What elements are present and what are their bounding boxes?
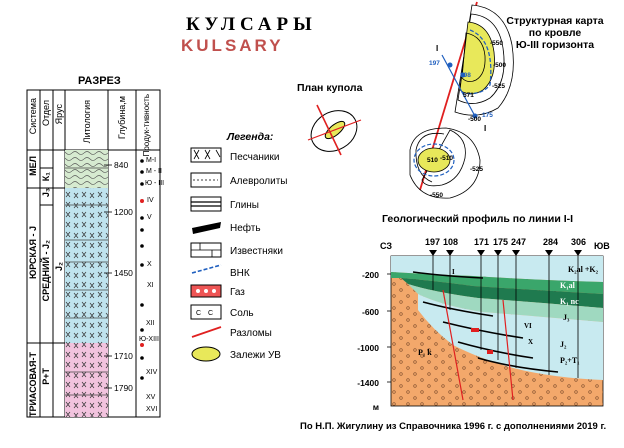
horizon-label: XII	[146, 320, 155, 327]
department-pt: Р+Т	[41, 368, 51, 385]
map-well: 197	[429, 60, 440, 67]
horizon-label: Ю - III	[145, 180, 165, 187]
map-mark: 571	[463, 92, 474, 99]
system-cretaceous: МЕЛ	[28, 156, 38, 176]
map-well: 108	[460, 72, 471, 79]
horizon-label: XIV	[146, 369, 158, 376]
legend-item: ВНК	[230, 268, 250, 279]
stage-j2: J₂	[54, 262, 64, 272]
profile-right-direction: ЮВ	[594, 241, 610, 251]
system-triassic: ТРИАСОВАЯ-Т	[28, 352, 38, 418]
contour-label: -525	[470, 166, 484, 173]
title-en: KULSARY	[181, 36, 284, 55]
contour-label: -550	[430, 192, 444, 199]
header-stage: Ярус	[54, 104, 64, 125]
profile-depth: -1000	[357, 343, 379, 353]
profile-left-direction: СЗ	[380, 241, 393, 251]
profile-depth: -200	[361, 270, 379, 280]
depth-label: 1450	[114, 268, 133, 278]
horizon-label: X	[147, 261, 152, 268]
profile-well: 284	[543, 237, 559, 247]
contour-label: -525	[492, 83, 506, 90]
horizon-label: XI	[147, 282, 154, 289]
department-j3: J₃	[41, 188, 51, 198]
horizon-label: I	[452, 268, 455, 276]
formation-label: J₂	[560, 340, 567, 349]
horizon-label: XV	[146, 394, 156, 401]
profile-well: 175	[493, 237, 509, 247]
legend-item: Соль	[230, 308, 254, 319]
horizon-label: VI	[524, 322, 532, 330]
formation-label: J₃	[563, 313, 570, 322]
profile-depth: -600	[361, 307, 379, 317]
map-well: 175	[482, 112, 493, 119]
legend-swatches	[190, 145, 225, 370]
profile-well: 108	[443, 237, 459, 247]
horizon-label: XVI	[146, 406, 158, 413]
horizon-label: М-I	[146, 157, 157, 164]
clay-swatch	[191, 197, 221, 211]
contour-label: -550	[490, 40, 504, 47]
header-lithology: Литология	[82, 100, 92, 144]
legend-item: Разломы	[230, 328, 272, 339]
depth-label: 1200	[114, 207, 133, 217]
header-department: Отдел	[41, 100, 51, 127]
formation-label: K₁ nc	[560, 297, 579, 306]
svg-text:C: C	[196, 310, 202, 317]
fault-swatch	[192, 327, 221, 337]
legend-title: Легенда:	[227, 131, 274, 143]
profile-well: 247	[511, 237, 527, 247]
legend-item: Песчаники	[230, 152, 280, 163]
profile-well: 306	[571, 237, 587, 247]
section-marker: I	[484, 124, 487, 133]
geological-profile	[383, 250, 608, 410]
contour-label: -500	[493, 62, 507, 69]
formation-label: K₂al +K₂	[568, 265, 599, 274]
depth-label: 1790	[114, 383, 133, 393]
formation-label: P₁ k	[418, 348, 432, 357]
svg-text:C: C	[208, 310, 214, 317]
dome-plan	[303, 100, 365, 160]
legend-item: Глины	[230, 200, 259, 211]
plan-title: План купола	[297, 82, 363, 94]
legend-item: Нефть	[230, 223, 261, 234]
profile-title: Геологический профиль по линии I-I	[382, 213, 574, 225]
horizon-label: Ю-XIII	[139, 336, 159, 343]
source-note: По Н.П. Жигулину из Справочника 1996 г. с дополнениями 2019 г.	[300, 421, 607, 432]
map-mark: 510	[427, 157, 438, 164]
section-title: РАЗРЕЗ	[78, 75, 121, 87]
owc-swatch	[192, 265, 221, 273]
contour-label: -510	[440, 155, 454, 162]
header-system: Система	[28, 98, 38, 135]
department-j2: СРЕДНИЙ - J₂	[41, 240, 51, 302]
contour-label: -500	[468, 116, 482, 123]
system-jurassic: ЮРСКАЯ - J	[28, 226, 38, 280]
legend-item: Алевролиты	[230, 176, 288, 187]
structural-map	[380, 0, 530, 205]
legend-item: Газ	[230, 287, 245, 298]
formation-label: K₁al	[560, 281, 575, 290]
header-productivity: Продук-тивность	[142, 94, 151, 157]
profile-well: 197	[425, 237, 441, 247]
profile-depth: -1400	[357, 378, 379, 388]
title-ru: КУЛСАРЫ	[186, 14, 317, 35]
horizon-label: V	[147, 214, 152, 221]
formation-label: P₂+T₁	[560, 356, 580, 365]
section-marker: I	[436, 44, 439, 53]
depth-label: 1710	[114, 351, 133, 361]
deposit-swatch	[192, 347, 220, 361]
profile-depth-unit: м	[372, 402, 379, 412]
header-depth: Глубина,м	[117, 96, 127, 140]
map-title-line: Структурная карта	[506, 15, 604, 27]
oil-swatch	[192, 222, 221, 234]
horizon-label: IV	[147, 197, 154, 204]
horizon-label: X	[528, 338, 534, 346]
department-k1: К₁	[41, 172, 51, 182]
horizon-label: М - II	[146, 168, 162, 175]
map-title-line: по кровле	[528, 27, 582, 39]
legend-item: Известняки	[230, 246, 284, 257]
legend-item: Залежи УВ	[230, 350, 281, 361]
profile-well: 171	[474, 237, 490, 247]
depth-label: 840	[114, 160, 129, 170]
map-title-line: Ю-III горизонта	[515, 39, 595, 51]
